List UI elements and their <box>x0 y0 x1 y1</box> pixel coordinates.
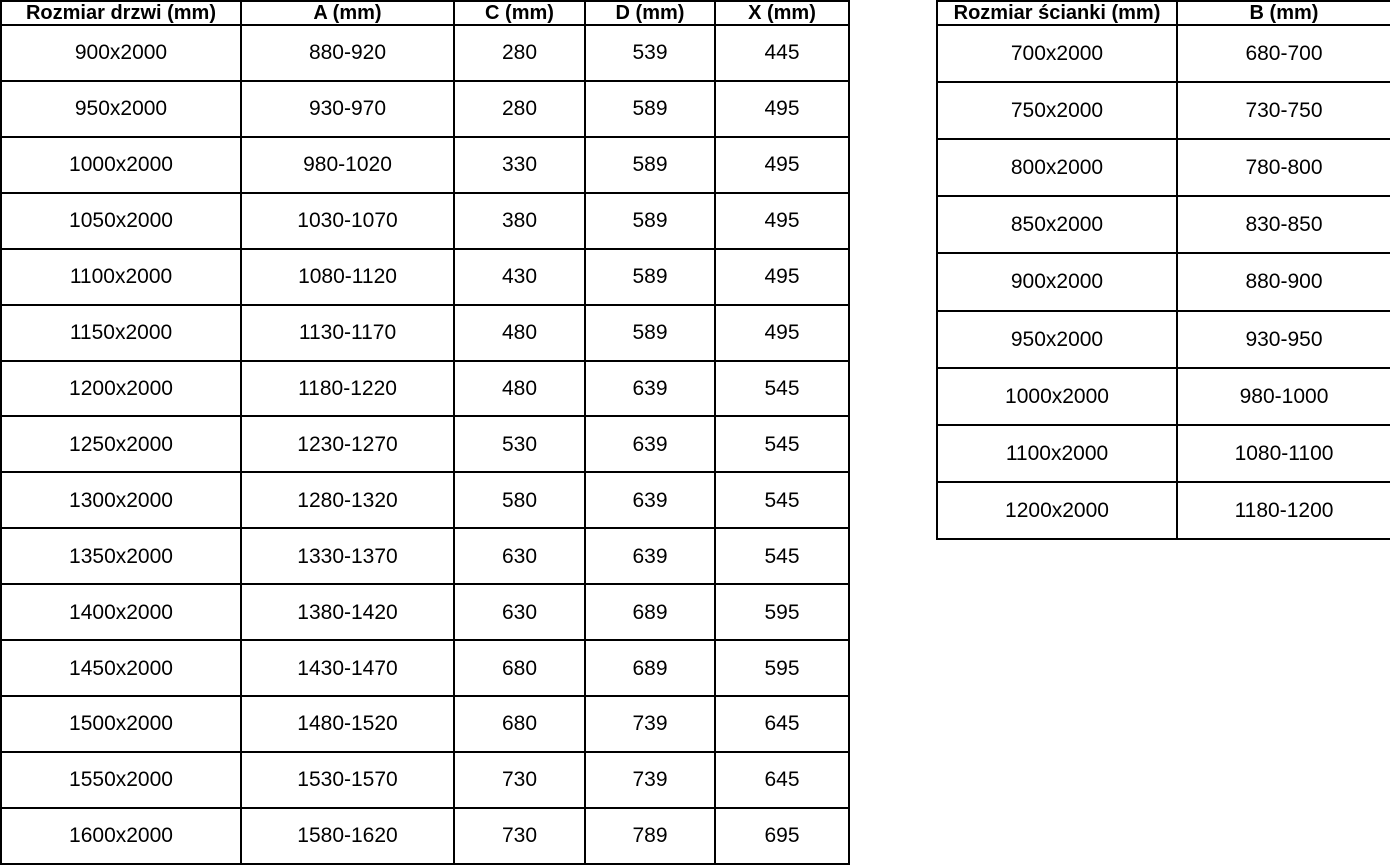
table-cell: 589 <box>585 193 715 249</box>
table-cell: 730-750 <box>1177 82 1390 139</box>
table-cell: 589 <box>585 305 715 361</box>
table-cell: 495 <box>715 137 849 193</box>
table-cell: 1500x2000 <box>1 696 241 752</box>
table-cell: 1350x2000 <box>1 528 241 584</box>
table-cell: 1250x2000 <box>1 416 241 472</box>
table-cell: 480 <box>454 361 585 417</box>
table-row <box>937 253 1390 310</box>
table-cell: 1300x2000 <box>1 472 241 528</box>
table-cell: 639 <box>585 472 715 528</box>
table-cell: 1050x2000 <box>1 193 241 249</box>
header-row <box>937 1 1390 25</box>
table-cell: 1150x2000 <box>1 305 241 361</box>
table-row <box>1 249 849 305</box>
table-cell: 1000x2000 <box>937 368 1177 425</box>
table-cell: 280 <box>454 81 585 137</box>
table-cell: 1100x2000 <box>1 249 241 305</box>
table-cell: 480 <box>454 305 585 361</box>
table-cell: 539 <box>585 25 715 81</box>
table-cell: 280 <box>454 25 585 81</box>
table-row <box>1 696 849 752</box>
table-cell: 950x2000 <box>1 81 241 137</box>
table-cell: 545 <box>715 361 849 417</box>
table-cell: 830-850 <box>1177 196 1390 253</box>
table-cell: 545 <box>715 528 849 584</box>
table-row <box>1 752 849 808</box>
table-cell: 330 <box>454 137 585 193</box>
table-cell: 739 <box>585 752 715 808</box>
table-cell: 730 <box>454 752 585 808</box>
table-cell: 1100x2000 <box>937 425 1177 482</box>
table-cell: 1230-1270 <box>241 416 454 472</box>
table-row <box>937 482 1390 539</box>
table-cell: 800x2000 <box>937 139 1177 196</box>
table-cell: 730 <box>454 808 585 864</box>
table-row <box>1 137 849 193</box>
table-cell: 1200x2000 <box>1 361 241 417</box>
table-cell: 880-920 <box>241 25 454 81</box>
table-cell: 789 <box>585 808 715 864</box>
table-cell: 1080-1120 <box>241 249 454 305</box>
column-header: Rozmiar drzwi (mm) <box>1 1 241 25</box>
table-row <box>937 368 1390 425</box>
column-header: B (mm) <box>1177 1 1390 25</box>
table-cell: 1400x2000 <box>1 584 241 640</box>
table-cell: 1430-1470 <box>241 640 454 696</box>
header-row <box>1 1 849 25</box>
table-row <box>1 584 849 640</box>
table-cell: 630 <box>454 528 585 584</box>
table-cell: 750x2000 <box>937 82 1177 139</box>
table-cell: 595 <box>715 584 849 640</box>
table-cell: 930-950 <box>1177 311 1390 368</box>
table-cell: 680 <box>454 696 585 752</box>
column-header: X (mm) <box>715 1 849 25</box>
table-cell: 930-970 <box>241 81 454 137</box>
table-cell: 645 <box>715 696 849 752</box>
table-row <box>937 425 1390 482</box>
table-cell: 1330-1370 <box>241 528 454 584</box>
table-row <box>1 528 849 584</box>
table-cell: 1580-1620 <box>241 808 454 864</box>
table-cell: 900x2000 <box>937 253 1177 310</box>
table-cell: 1550x2000 <box>1 752 241 808</box>
table-cell: 630 <box>454 584 585 640</box>
table-cell: 1080-1100 <box>1177 425 1390 482</box>
table-cell: 900x2000 <box>1 25 241 81</box>
table-cell: 589 <box>585 249 715 305</box>
table-cell: 495 <box>715 305 849 361</box>
table-cell: 495 <box>715 193 849 249</box>
table-row <box>1 472 849 528</box>
table-cell: 1450x2000 <box>1 640 241 696</box>
table-cell: 545 <box>715 416 849 472</box>
table-row <box>1 81 849 137</box>
table-cell: 1200x2000 <box>937 482 1177 539</box>
table-cell: 1380-1420 <box>241 584 454 640</box>
wall-sizes-table <box>936 0 1390 540</box>
table-cell: 589 <box>585 137 715 193</box>
column-header: A (mm) <box>241 1 454 25</box>
table-cell: 595 <box>715 640 849 696</box>
table-row <box>937 139 1390 196</box>
table-cell: 680-700 <box>1177 25 1390 82</box>
column-header: C (mm) <box>454 1 585 25</box>
table-cell: 980-1000 <box>1177 368 1390 425</box>
table-cell: 530 <box>454 416 585 472</box>
table-cell: 739 <box>585 696 715 752</box>
table-row <box>1 305 849 361</box>
table-cell: 645 <box>715 752 849 808</box>
table-cell: 950x2000 <box>937 311 1177 368</box>
table-row <box>1 640 849 696</box>
table-cell: 580 <box>454 472 585 528</box>
table-cell: 850x2000 <box>937 196 1177 253</box>
column-header: Rozmiar ścianki (mm) <box>937 1 1177 25</box>
table-cell: 639 <box>585 528 715 584</box>
table-row <box>1 193 849 249</box>
table-cell: 495 <box>715 81 849 137</box>
table-cell: 780-800 <box>1177 139 1390 196</box>
table-row <box>1 416 849 472</box>
table-row <box>1 361 849 417</box>
table-cell: 689 <box>585 584 715 640</box>
table-cell: 700x2000 <box>937 25 1177 82</box>
table-cell: 545 <box>715 472 849 528</box>
table-cell: 1480-1520 <box>241 696 454 752</box>
table-cell: 495 <box>715 249 849 305</box>
table-row <box>937 196 1390 253</box>
table-cell: 880-900 <box>1177 253 1390 310</box>
table-cell: 430 <box>454 249 585 305</box>
table-cell: 1530-1570 <box>241 752 454 808</box>
table-cell: 680 <box>454 640 585 696</box>
table-row <box>1 25 849 81</box>
table-cell: 1030-1070 <box>241 193 454 249</box>
table-cell: 980-1020 <box>241 137 454 193</box>
table-cell: 1130-1170 <box>241 305 454 361</box>
column-header: D (mm) <box>585 1 715 25</box>
table-row <box>937 311 1390 368</box>
table-row <box>937 25 1390 82</box>
table-cell: 1600x2000 <box>1 808 241 864</box>
table-cell: 380 <box>454 193 585 249</box>
table-cell: 1180-1200 <box>1177 482 1390 539</box>
table-cell: 589 <box>585 81 715 137</box>
table-cell: 1180-1220 <box>241 361 454 417</box>
table-row <box>937 82 1390 139</box>
table-cell: 689 <box>585 640 715 696</box>
table-cell: 1280-1320 <box>241 472 454 528</box>
table-cell: 639 <box>585 361 715 417</box>
table-cell: 695 <box>715 808 849 864</box>
table-cell: 445 <box>715 25 849 81</box>
table-cell: 639 <box>585 416 715 472</box>
table-cell: 1000x2000 <box>1 137 241 193</box>
table-row <box>1 808 849 864</box>
